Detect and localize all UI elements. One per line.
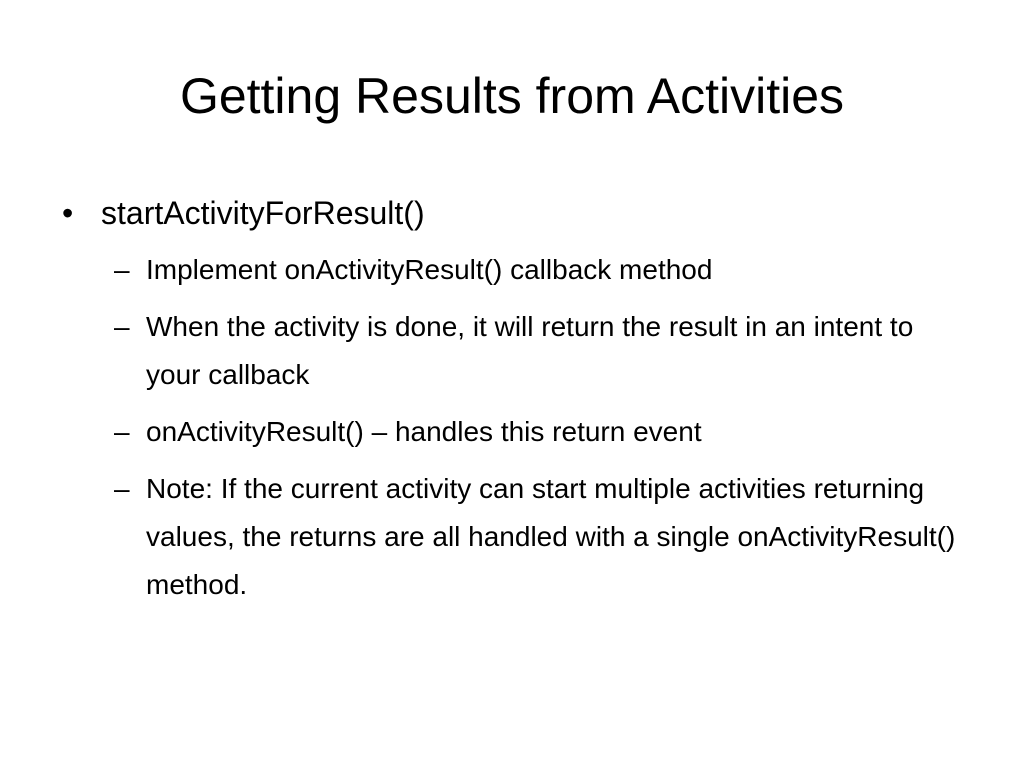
sub-bullet-item: [0, 303, 1024, 399]
sub-bullet-list: [0, 246, 1024, 609]
sub-bullet-text: onActivityResult() – handles this return event: [146, 416, 702, 447]
sub-bullet-item: [0, 246, 1024, 294]
sub-bullet-item: [0, 465, 1024, 609]
sub-bullet-container: [0, 246, 1024, 609]
bullet-text: startActivityForResult(): [101, 195, 425, 231]
sub-bullet-text: When the activity is done, it will return the result in an intent to your callback: [146, 311, 914, 390]
sub-bullet-text: Note: If the current activity can start multiple activities returning values, the returns are all handled with a single onActivityResult() method.: [146, 473, 956, 600]
bullet-marker: •: [62, 195, 74, 231]
slide-title: Getting Results from Activities: [179, 68, 845, 124]
sub-bullet-item: [0, 408, 1024, 456]
bullet-item: [0, 190, 1024, 236]
dash-marker: –: [114, 473, 130, 504]
dash-marker: –: [114, 254, 130, 285]
dash-marker: –: [114, 416, 130, 447]
bullet-list: [0, 190, 1024, 618]
dash-marker: –: [114, 311, 130, 342]
sub-bullet-text: Implement onActivityResult() callback method: [146, 254, 713, 285]
